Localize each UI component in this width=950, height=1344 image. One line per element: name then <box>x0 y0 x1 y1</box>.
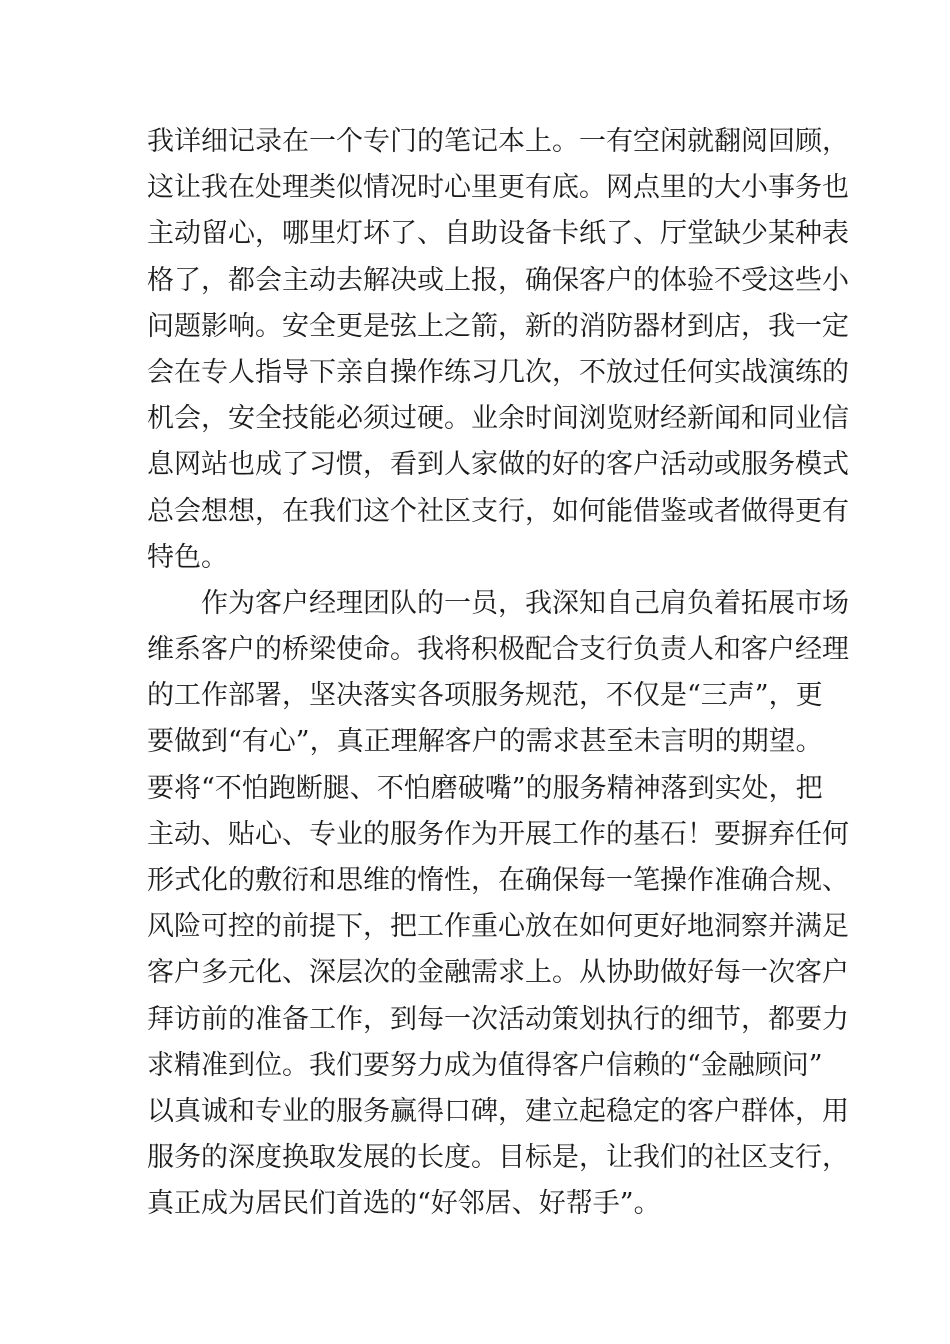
text-line: 真正成为居民们首选的“好邻居、好帮手”。 <box>147 1188 661 1220</box>
text-line: 风险可控的前提下，把工作重心放在如何更好地洞察并满足 <box>147 911 849 943</box>
text-line: 机会，安全技能必须过硬。业余时间浏览财经新闻和同业信 <box>147 403 849 435</box>
text-line: 总会想想，在我们这个社区支行，如何能借鉴或者做得更有 <box>147 495 849 527</box>
text-line: 问题影响。安全更是弦上之箭，新的消防器材到店，我一定 <box>147 310 849 342</box>
text-line: 会在专人指导下亲自操作练习几次，不放过任何实战演练的 <box>147 356 849 388</box>
text-line: 格了，都会主动去解决或上报，确保客户的体验不受这些小 <box>147 264 849 296</box>
text-line: 以真诚和专业的服务赢得口碑，建立起稳定的客户群体，用 <box>147 1095 849 1127</box>
text-line: 我详细记录在一个专门的笔记本上。一有空闲就翻阅回顾， <box>147 126 849 157</box>
text-line: 主动、贴心、专业的服务作为开展工作的基石！要摒弃任何 <box>147 818 849 850</box>
text-line: 客户多元化、深层次的金融需求上。从协助做好每一次客户 <box>147 957 849 989</box>
text-line: 要将“不怕跑断腿、不怕磨破嘴”的服务精神落到实处，把 <box>147 772 823 804</box>
text-line: 息网站也成了习惯，看到人家做的好的客户活动或服务模式 <box>147 449 849 481</box>
paragraph-1 <box>147 119 849 581</box>
text-line: 作为客户经理团队的一员，我深知自己肩负着拓展市场 <box>147 587 849 619</box>
text-line: 拜访前的准备工作，到每一次活动策划执行的细节，都要力 <box>147 1003 849 1035</box>
document-body <box>147 119 849 1228</box>
text-line: 维系客户的桥梁使命。我将积极配合支行负责人和客户经理 <box>147 634 849 666</box>
paragraph-2 <box>147 581 849 1228</box>
text-line: 的工作部署，坚决落实各项服务规范，不仅是“三声”，更 <box>147 680 823 712</box>
text-line: 服务的深度换取发展的长度。目标是，让我们的社区支行， <box>147 1142 849 1174</box>
text-line: 这让我在处理类似情况时心里更有底。网点里的大小事务也 <box>147 172 849 204</box>
text-line: 形式化的敷衍和思维的惰性，在确保每一笔操作准确合规、 <box>147 865 849 896</box>
text-line: 特色。 <box>147 541 228 573</box>
text-line: 主动留心，哪里灯坏了、自助设备卡纸了、厅堂缺少某种表 <box>147 218 849 250</box>
text-line: 要做到“有心”，真正理解客户的需求甚至未言明的期望。 <box>147 726 823 758</box>
text-line: 求精准到位。我们要努力成为值得客户信赖的“金融顾问” <box>147 1049 823 1081</box>
